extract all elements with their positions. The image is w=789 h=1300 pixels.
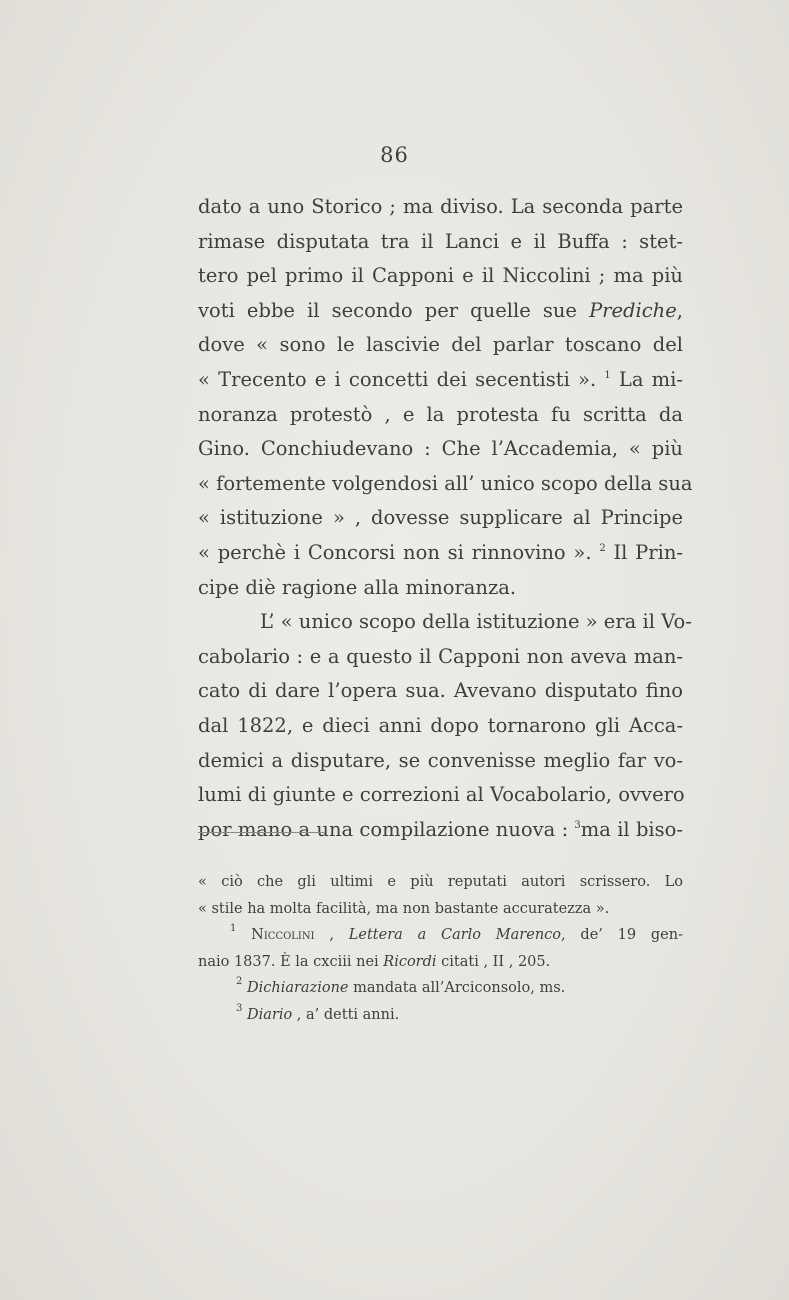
text-line: Gino. Conchiudevano : Che l’Accademia, « più: [198, 437, 683, 461]
text-line: [198, 294, 683, 329]
footnote-3: [198, 1002, 683, 1029]
text-segment: La mi-: [610, 367, 683, 391]
text-segment: « Trecento e i concetti dei secentisti ».: [198, 367, 605, 391]
page-number: 86: [380, 143, 409, 167]
text-line: demici a disputare, se convenisse meglio far vo-: [198, 748, 683, 772]
text-line: [198, 536, 683, 571]
text-segment: ,: [314, 927, 349, 943]
footnote-title: Lettera a Carlo Marenco: [348, 927, 562, 943]
text-line: « istituzione » , dovesse supplicare al Principe: [198, 506, 683, 530]
text-line: rimase disputata tra il Lanci e il Buffa : stet-: [198, 229, 683, 253]
text-line: [198, 813, 683, 848]
footnote-title: Diario: [246, 1006, 293, 1023]
text-line: dato a uno Storico ; ma diviso. La seconda parte: [198, 195, 683, 218]
footnote-mark: 3: [236, 1002, 243, 1014]
text-line: cipe diè ragione alla minoranza.: [198, 575, 517, 599]
text-segment: por mano a una compilazione nuova :: [198, 817, 575, 841]
text-segment: citati , II , 205.: [436, 953, 551, 970]
text-line: [198, 363, 683, 398]
footnote-2: [198, 975, 683, 1002]
footnote-1: [198, 922, 683, 949]
text-line: lumi di giunte e correzioni al Vocabolario, ovvero: [198, 783, 685, 807]
footnote-author: Niccolini: [251, 927, 315, 943]
footnote-title: Dichiarazione: [246, 980, 349, 996]
text-segment: ,: [676, 298, 683, 322]
text-segment: « perchè i Concorsi non si rinnovino ».: [198, 540, 600, 564]
footnote-rule: [198, 832, 324, 833]
footnote-ref: 3: [574, 819, 581, 831]
footnote-mark: 2: [236, 976, 243, 987]
text-segment: mandata all’Arciconsolo, ms.: [348, 980, 566, 996]
footnote-title: Ricordi: [383, 953, 437, 970]
text-line: cabolario : e a questo il Capponi non aveva man-: [198, 644, 683, 668]
text-segment: , a’ detti anni.: [292, 1006, 400, 1023]
text-segment: naio 1837. È la cxciii nei: [198, 953, 384, 970]
text-segment: ma il biso-: [580, 817, 683, 841]
text-line: cato di dare l’opera sua. Avevano disputato fino: [198, 679, 683, 703]
text-line: dove « sono le lascivie del parlar toscano del: [198, 333, 683, 357]
text-line: L’ « unico scopo della istituzione » era il Vo-: [260, 610, 692, 634]
footnote-line: « ciò che gli ultimi e più reputati autori scrissero. Lo: [198, 874, 683, 890]
text-line: tero pel primo il Capponi e il Niccolini ; ma più: [198, 264, 683, 288]
main-text: [198, 190, 693, 847]
text-segment: Il Prin-: [605, 540, 683, 564]
italic-title: Prediche: [589, 298, 677, 322]
text-line: noranza protestò , e la protesta fu scritta da: [198, 402, 683, 426]
text-line: « fortemente volgendosi all’ unico scopo della sua: [198, 471, 693, 495]
footnote-ref: 1: [604, 369, 611, 381]
footnote-mark: 1: [230, 923, 237, 934]
footnote-ref: 2: [599, 542, 606, 554]
text-segment: voti ebbe il secondo per quelle sue: [198, 298, 590, 322]
text-line: dal 1822, e dieci anni dopo tornarono gli Acca-: [198, 713, 683, 737]
footnotes: [198, 869, 683, 1028]
text-segment: , de’ 19 gen-: [561, 927, 683, 943]
footnote-line: « stile ha molta facilità, ma non bastante accuratezza ».: [198, 900, 610, 917]
footnote-line: [198, 949, 683, 976]
